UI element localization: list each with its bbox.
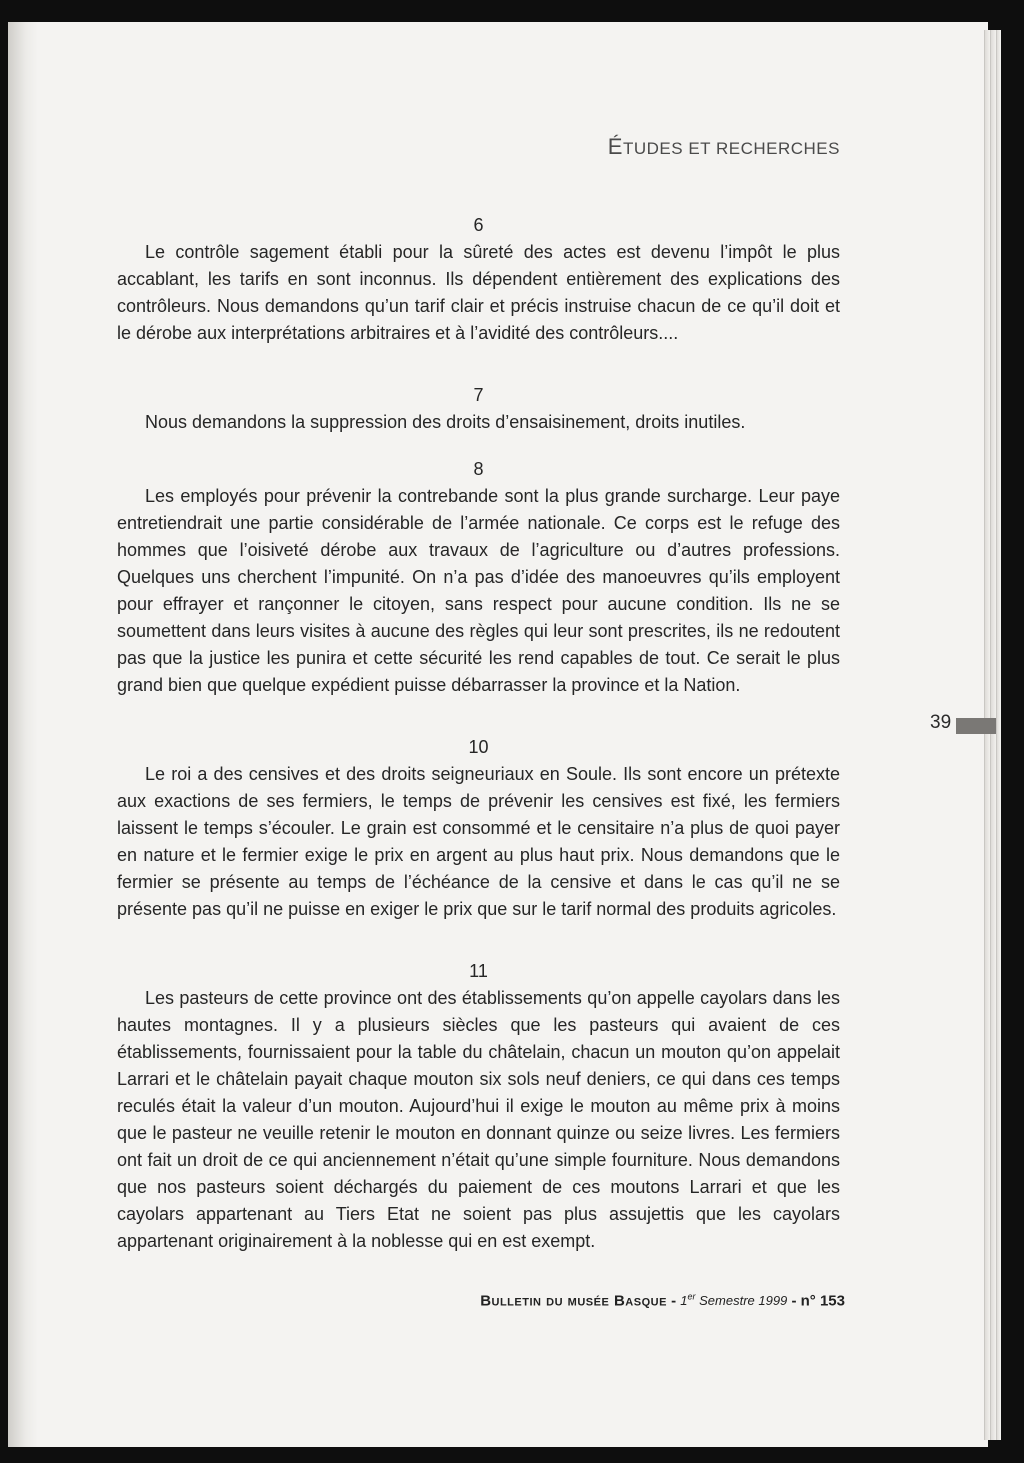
section-paragraph: Nous demandons la suppression des droits d’ensaisinement, droits inutiles. — [145, 412, 746, 432]
section-number: 8 — [473, 459, 484, 479]
footer — [465, 1292, 845, 1309]
running-head-rest: TUDES ET — [622, 139, 716, 158]
section-paragraph: Le contrôle sagement établi pour la sûreté des actes est devenu l’impôt le plus accablant, les tarifs en sont inconnus. Ils dépendent entièrement des explications des contrôleurs. Nous demandons qu’un tarif clair et précis instruise chacun de ce qu’il doit et le dérobe aux interprétations arbitraires et à l’avidité des contrôleurs.... — [117, 242, 840, 343]
running-head-rest-2: RECHERCHES — [715, 139, 840, 158]
section-number: 7 — [473, 385, 484, 405]
footer-issue: n° 153 — [800, 1292, 845, 1310]
book-gutter — [8, 22, 38, 1447]
side-page-number: 39 — [930, 712, 952, 733]
section-paragraph: Les employés pour prévenir la contrebande sont la plus grande surcharge. Leur paye entretiendrait une partie considérable de l’armée nationale. Ce corps est le refuge des hommes que l’oisiveté dérobe aux travaux de l’agriculture ou d’autres professions. Quelques uns cherchent l’impunité. On n’a pas d’idée des manoeuvres qu’ils employent pour effrayer et rançonner le citoyen, sans respect pour aucune condition. Ils ne se soumettent dans leurs visites à aucune des règles qui leur sont prescrites, ils ne redoutent pas que la justice les punira et cette sécurité les rend capables de tout. Ce serait le plus grand bien que quelque expédient puisse débarrasser la province et la Nation. — [117, 486, 840, 695]
section-paragraph: Les pasteurs de cette province ont des établissements qu’on appelle cayolars dans les hautes montagnes. Il y a plusieurs siècles que les pasteurs qui avaient de ces établissements, fournissaient pour la table du châtelain, chacun un mouton qu’on appelait Larrari et le châtelain payait chaque mouton six sols neuf deniers, ce qui dans ces temps reculés était la valeur d’un mouton. Aujourd’hui il exige le mouton au même prix à moins que le pasteur ne veuille retenir le mouton en donnant quinze ou seize livres. Les fermiers ont fait un droit de ce qui anciennement n’était qu’une simple fourniture. Nous demandons que nos pasteurs soient déchargés du paiement de ces moutons Larrari et que les cayolars appartenant au Tiers Etat ne soient pas plus assujettis que les cayolars appartenant originairement à la noblesse qui en est exempt. — [117, 988, 840, 1251]
running-head — [600, 134, 840, 160]
section-number: 10 — [468, 737, 489, 757]
section-number: 6 — [473, 215, 484, 235]
footer-semester: 1er Semestre 1999 — [680, 1292, 788, 1309]
footer-separator: - — [787, 1292, 801, 1310]
page-edge — [996, 30, 1001, 1440]
section-paragraph: Le roi a des censives et des droits seigneuriaux en Soule. Ils sont encore un prétexte aux exactions de ses fermiers, le temps de prévenir les censives est fixé, les fermiers laissent le temps s’écouler. Le grain est consommé et le censitaire n’a plus de quoi payer en nature et le fermier exige le prix en argent au plus haut prix. Nous demandons que le fermier se présente au temps de l’échéance de la censive et dans le cas qu’il ne se présente pas qu’il ne puisse en exiger le prix que sur le tarif normal des produits agricoles. — [117, 764, 840, 919]
section-number: 11 — [469, 961, 488, 981]
running-head-initial: É — [607, 134, 623, 159]
body-text — [117, 212, 840, 1255]
footer-journal: Bulletin du musée Basque — [480, 1292, 667, 1310]
page-tab-marker — [956, 718, 996, 734]
footer-separator: - — [666, 1292, 681, 1310]
